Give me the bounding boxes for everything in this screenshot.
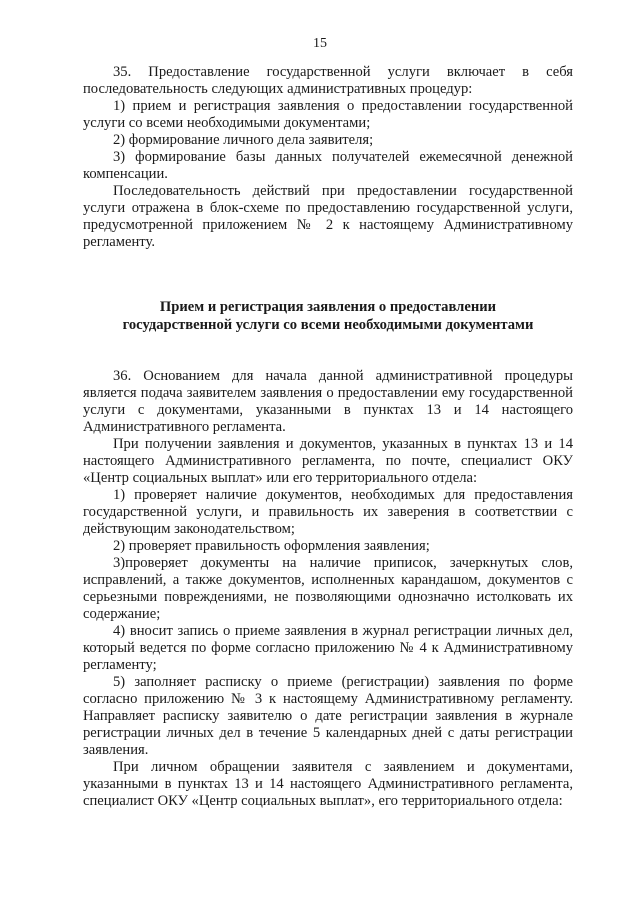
page-number: 15: [313, 36, 327, 51]
paragraph-35: 35. Предоставление государственной услуги включает в себя последовательность следующих административных процедур:: [83, 64, 573, 97]
list-item-1: 1) прием и регистрация заявления о предоставлении государственной услуги со всеми необходимыми документами;: [83, 98, 573, 131]
paragraph-personal-visit: При личном обращении заявителя с заявлением и документами, указанными в пунктах 13 и 14 настоящего Административного регламента, специалист ОКУ «Центр социальных выплат», его территориального отдела:: [83, 759, 573, 809]
check-item-4: 4) вносит запись о приеме заявления в журнал регистрации личных дел, который ведется по форме согласно приложению № 4 к Административному регламенту;: [83, 623, 573, 673]
list-item-2: 2) формирование личного дела заявителя;: [113, 132, 374, 148]
document-body: [83, 64, 573, 810]
paragraph-mail-receipt: При получении заявления и документов, указанных в пунктах 13 и 14 настоящего Административного регламента, по почте, специалист ОКУ «Центр социальных выплат» или его территориального отдела:: [83, 436, 573, 486]
section-heading: [83, 298, 573, 334]
spacer: [83, 334, 573, 368]
check-item-2: 2) проверяет правильность оформления заявления;: [113, 538, 430, 554]
paragraph-36: 36. Основанием для начала данной административной процедуры является подача заявителем заявления о предоставлении ему государственной услуги с документами, указанными в пунктах 13 и 14 настоящего Административного регламента.: [83, 368, 573, 435]
section-heading-line-1: Прием и регистрация заявления о предоставлении: [159, 299, 497, 315]
section-heading-line-2: государственной услуги со всеми необходимыми документами: [122, 317, 534, 333]
check-item-3: 3)проверяет документы на наличие приписок, зачеркнутых слов, исправлений, а также документов, исполненных карандашом, документов с серьезными повреждениями, не позволяющими однозначно истолковать их содержание;: [83, 555, 573, 622]
check-item-5: 5) заполняет расписку о приеме (регистрации) заявления по форме согласно приложению № 3 к настоящему Административному регламенту. Направляет расписку заявителю о дате регистрации заявления в журнале регистрации личных дел в течение 5 календарных дней с даты регистрации заявления.: [83, 674, 573, 758]
list-item-3: 3) формирование базы данных получателей ежемесячной денежной компенсации.: [83, 149, 573, 182]
check-item-1: 1) проверяет наличие документов, необходимых для предоставления государственной услуги, и правильность их заверения в соответствии с действующим законодательством;: [83, 487, 573, 537]
spacer: [83, 251, 573, 298]
paragraph-sequence: Последовательность действий при предоставлении государственной услуги отражена в блок-схеме по предоставлению государственной услуги, предусмотренной приложением № 2 к настоящему Административному регламенту.: [83, 183, 573, 250]
